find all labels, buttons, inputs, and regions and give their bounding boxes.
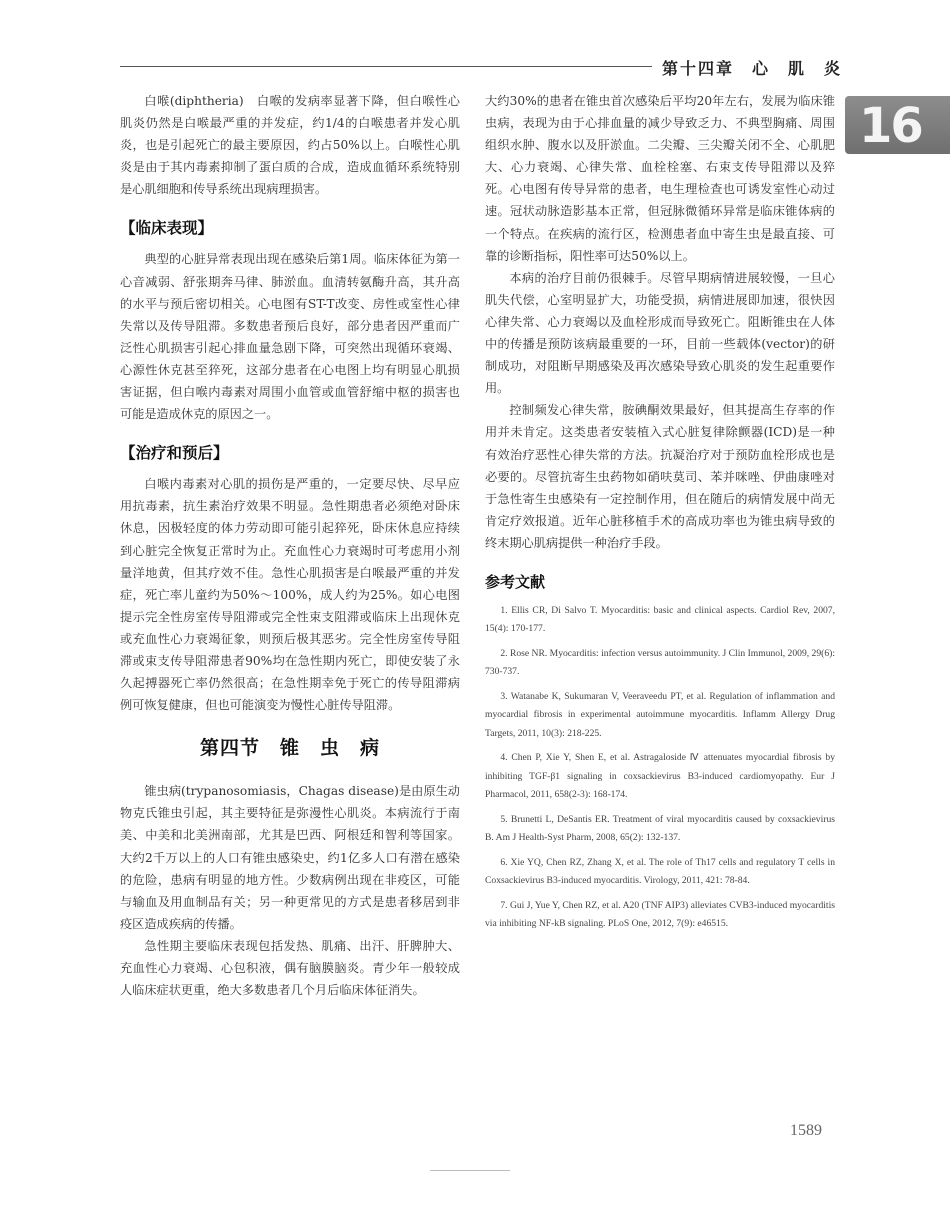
chagas-paragraph: 锥虫病(trypanosomiasis，Chagas disease)是由原生动物克氏锥虫引起，其主要特征是弥漫性心肌炎。本病流行于南美、中美和北美洲南部，尤其是巴西、阿根廷和智利等国家。大约2千万以上的人口有锥虫感染史，约1亿多人口有潜在感染的危险，患病有明显的地方性。少数病例出现在非疫区，可能与输血及用血制品有关；另一种更常见的方式是患者移居到非疫区造成疾病的传播。	[120, 784, 460, 931]
treatment-prognosis-heading: 【治疗和预后】	[120, 444, 229, 463]
running-header: 第十四章 心 肌 炎	[662, 59, 843, 78]
reference-item: 3. Watanabe K, Sukumaran V, Veeraveedu PT, et al. Regulation of inflammation and myocardial fibrosis in experimental autoimmune myocarditis. Inflamm Allergy Drug Targets, 2011, 10(3): 218-225.	[485, 690, 835, 739]
left-column	[120, 90, 460, 1001]
footer-rule	[430, 1170, 510, 1171]
reference-item: 6. Xie YQ, Chen RZ, Zhang X, et al. The role of Th17 cells and regulatory T cells in Coxsackievirus B3-induced myocarditis. Virology, 2011, 421: 78-84.	[485, 856, 835, 887]
chapter-tab	[845, 96, 950, 154]
diphtheria-intro-paragraph: 白喉(diphtheria) 白喉的发病率显著下降，但白喉性心肌炎仍然是白喉最严重的并发症，约1/4的白喉患者并发心肌炎，也是引起死亡的最主要原因，约占50%以上。白喉性心肌炎是由于其内毒素抑制了蛋白质的合成，造成血循环系统特别是心肌细胞和传导系统出现病理损害。	[120, 94, 460, 197]
reference-item: 7. Gui J, Yue Y, Chen RZ, et al. A20 (TNF AIP3) alleviates CVB3-induced myocarditis via inhibiting NF-kB signaling. PLoS One, 2012, 7(9): e46515.	[485, 899, 835, 930]
clinical-manifestations-heading: 【临床表现】	[120, 219, 214, 238]
reference-item: 4. Chen P, Xie Y, Shen E, et al. Astragaloside Ⅳ attenuates myocardial fibrosis by inhibiting TGF-β1 signaling in coxsackievirus B3-induced cardiomyopathy. Eur J Pharmacol, 2011, 658(2-3): 168-174.	[485, 752, 835, 801]
reference-item: 2. Rose NR. Myocarditis: infection versus autoimmunity. J Clin Immunol, 2009, 29(6): 730-737.	[485, 647, 835, 678]
reference-item: 5. Brunetti L, DeSantis ER. Treatment of viral myocarditis caused by coxsackievirus B. Am J Health-Syst Pharm, 2008, 65(2): 132-137.	[485, 813, 835, 844]
page-number: 1589	[790, 1122, 822, 1139]
reference-item: 1. Ellis CR, Di Salvo T. Myocarditis: basic and clinical aspects. Cardiol Rev, 2007, 15(4): 170-177.	[485, 604, 835, 635]
chagas-chronic-paragraph: 大约30%的患者在锥虫首次感染后平均20年左右，发展为临床锥虫病，表现为由于心排血量的减少导致乏力、不典型胸痛、周围组织水肿、腹水以及肝淤血。二尖瓣、三尖瓣关闭不全、心肌肥大、心力衰竭、心律失常、血栓栓塞、右束支传导阻滞以及猝死。心电图有传导异常的患者，电生理检查也可诱发室性心动过速。冠状动脉造影基本正常，但冠脉微循环异常是临床锥体病的一个特点。在疾病的流行区，检测患者血中寄生虫是最直接、可靠的诊断指标，阳性率可达50%以上。	[485, 94, 835, 263]
section-title: 第四节 锥 虫 病	[199, 737, 380, 760]
treatment-prognosis-paragraph: 白喉内毒素对心肌的损伤是严重的，一定要尽快、尽早应用抗毒素，抗生素治疗效果不明显。急性期患者必须绝对卧床休息，因极轻度的体力劳动即可能引起猝死，卧床休息应持续到心脏完全恢复正常时为止。充血性心力衰竭时可考虑用小剂量洋地黄，但其疗效不佳。急性心肌损害是白喉最严重的并发症，死亡率儿童约为50%～100%，成人约为25%。如心电图提示完全性房室传导阻滞或完全性束支阻滞或临床上出现休克或充血性心力衰竭征象，则预后极其恶劣。完全性房室传导阻滞或束支传导阻滞患者90%均在急性期内死亡，即使安装了永久起搏器死亡率仍然很高；在急性期幸免于死亡的传导阻滞病例可恢复健康，但也可能演变为慢性心脏传导阻滞。	[120, 477, 460, 713]
references-heading: 参考文献	[485, 572, 546, 591]
chagas-treatment-paragraph: 本病的治疗目前仍很棘手。尽管早期病情进展较慢，一旦心肌失代偿，心室明显扩大，功能受损，病情进展即加速，很快因心律失常、心力衰竭以及血栓形成而导致死亡。阻断锥虫在人体中的传播是预防该病最重要的一环，目前一些载体(vector)的研制成功，对阻断早期感染及再次感染导致心肌炎的发生起重要作用。	[485, 270, 835, 396]
reference-list	[485, 602, 835, 934]
header-rule	[120, 66, 652, 67]
chagas-acute-paragraph: 急性期主要临床表现包括发热、肌痛、出汗、肝脾肿大、充血性心力衰竭、心包积液，偶有脑膜脑炎。青少年一般较成人临床症状更重，绝大多数患者几个月后临床体征消失。	[120, 938, 460, 998]
chapter-number: 16	[859, 98, 922, 154]
arrhythmia-control-paragraph: 控制频发心律失常，胺碘酮效果最好，但其提高生存率的作用并未肯定。这类患者安装植入式心脏复律除颤器(ICD)是一种有效治疗恶性心律失常的方法。抗凝治疗对于预防血栓形成也是必要的。尽管抗寄生虫药物如硝呋莫司、苯并咪唑、伊曲康唑对于急性寄生虫感染有一定控制作用，但在随后的病情发展中尚无肯定疗效报道。近年心脏移植手术的高成功率也为锥虫病导致的终末期心肌病提供一种治疗手段。	[485, 403, 835, 550]
clinical-manifestations-paragraph: 典型的心脏异常表现出现在感染后第1周。临床体征为第一心音减弱、舒张期奔马律、肺淤血。血清转氨酶升高，其升高的水平与预后密切相关。心电图有ST-T改变、房性或室性心律失常以及传导阻滞。多数患者预后良好，部分患者因严重而广泛性心肌损害引起心排血量急剧下降，可突然出现循环衰竭、心源性休克甚至猝死，这部分患者在心电图上均有明显心肌损害证据，但白喉内毒素对周围小血管或血管舒缩中枢的损害也可能是造成休克的原因之一。	[120, 252, 460, 422]
right-column	[485, 90, 835, 940]
